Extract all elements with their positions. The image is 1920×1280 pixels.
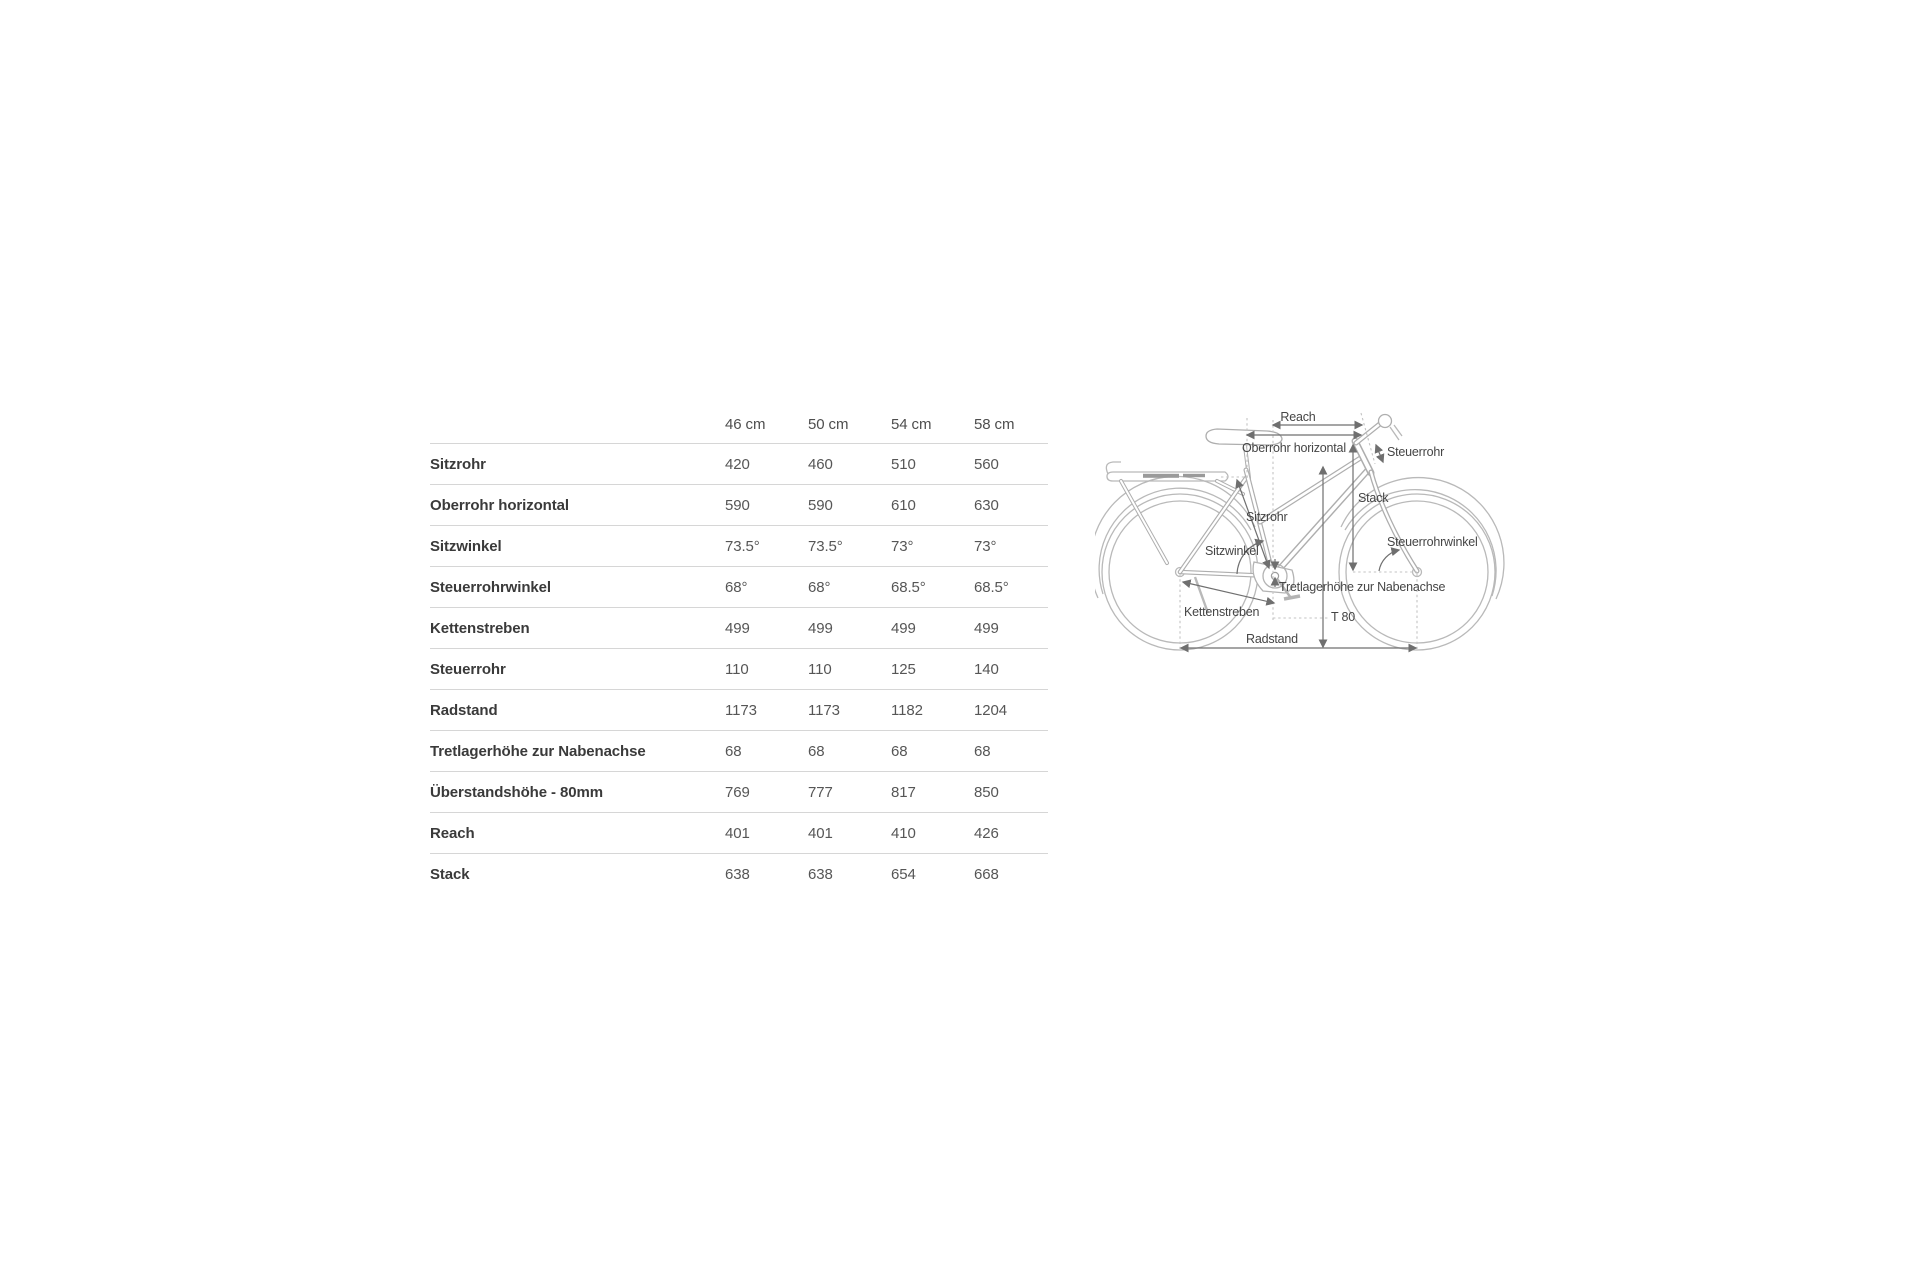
diagram-label-sitzrohr: Sitzrohr bbox=[1246, 510, 1288, 524]
cell-value: 110 bbox=[808, 660, 832, 678]
cell-value: 110 bbox=[725, 660, 749, 678]
row-label: Radstand bbox=[430, 701, 498, 719]
cell-value: 410 bbox=[891, 824, 916, 842]
steuerrohrwinkel-arc bbox=[1379, 550, 1399, 571]
row-label: Steuerrohr bbox=[430, 660, 506, 678]
table-row bbox=[430, 566, 1048, 607]
cell-value: 850 bbox=[974, 783, 999, 801]
cell-value: 68° bbox=[808, 578, 831, 596]
column-header-46: 46 cm bbox=[725, 415, 766, 433]
handlebar-icon bbox=[1379, 415, 1403, 441]
cell-value: 817 bbox=[891, 783, 916, 801]
row-label: Reach bbox=[430, 824, 475, 842]
cell-value: 499 bbox=[725, 619, 750, 637]
table-row bbox=[430, 443, 1048, 484]
diagram-label-radstand: Radstand bbox=[1246, 632, 1298, 646]
diagram-label-oberrohr: Oberrohr horizontal bbox=[1242, 441, 1346, 455]
cell-value: 73° bbox=[974, 537, 997, 555]
diagram-label-t80: T 80 bbox=[1331, 610, 1355, 624]
cell-value: 460 bbox=[808, 455, 833, 473]
cell-value: 1204 bbox=[974, 701, 1007, 719]
cell-value: 401 bbox=[808, 824, 833, 842]
cell-value: 420 bbox=[725, 455, 750, 473]
column-header-50: 50 cm bbox=[808, 415, 849, 433]
geometry-table-header bbox=[430, 405, 1048, 443]
cell-value: 68 bbox=[725, 742, 742, 760]
cell-value: 68 bbox=[891, 742, 908, 760]
cell-value: 401 bbox=[725, 824, 750, 842]
row-label: Sitzrohr bbox=[430, 455, 486, 473]
cell-value: 68 bbox=[808, 742, 825, 760]
diagram-label-reach: Reach bbox=[1280, 410, 1316, 424]
diagram-label-tretlager: Tretlagerhöhe zur Nabenachse bbox=[1279, 580, 1446, 594]
cell-value: 499 bbox=[974, 619, 999, 637]
table-row bbox=[430, 730, 1048, 771]
cell-value: 769 bbox=[725, 783, 750, 801]
table-row bbox=[430, 525, 1048, 566]
diagram-label-steuerrohr: Steuerrohr bbox=[1387, 445, 1445, 459]
diagram-label-stack: Stack bbox=[1358, 491, 1389, 505]
cell-value: 590 bbox=[808, 496, 833, 514]
cell-value: 73.5° bbox=[725, 537, 760, 555]
cell-value: 140 bbox=[974, 660, 999, 678]
cell-value: 68 bbox=[974, 742, 991, 760]
cell-value: 1173 bbox=[808, 701, 840, 719]
cell-value: 68.5° bbox=[891, 578, 926, 596]
geometry-table-body bbox=[430, 443, 1048, 894]
cell-value: 1182 bbox=[891, 701, 923, 719]
table-row bbox=[430, 484, 1048, 525]
cell-value: 499 bbox=[891, 619, 916, 637]
row-label: Überstandshöhe - 80mm bbox=[430, 783, 603, 801]
table-row bbox=[430, 771, 1048, 812]
cell-value: 73° bbox=[891, 537, 914, 555]
row-label: Kettenstreben bbox=[430, 619, 530, 637]
cell-value: 777 bbox=[808, 783, 833, 801]
geometry-table bbox=[430, 405, 1048, 894]
cell-value: 590 bbox=[725, 496, 750, 514]
cell-value: 499 bbox=[808, 619, 833, 637]
table-row bbox=[430, 607, 1048, 648]
cell-value: 73.5° bbox=[808, 537, 843, 555]
table-row bbox=[430, 853, 1048, 894]
column-header-58: 58 cm bbox=[974, 415, 1015, 433]
table-row bbox=[430, 812, 1048, 853]
cell-value: 68.5° bbox=[974, 578, 1009, 596]
cell-value: 638 bbox=[725, 865, 750, 883]
row-label: Steuerrohrwinkel bbox=[430, 578, 551, 596]
cell-value: 610 bbox=[891, 496, 916, 514]
cell-value: 654 bbox=[891, 865, 916, 883]
row-label: Sitzwinkel bbox=[430, 537, 502, 555]
steuerrohr-arrow bbox=[1376, 445, 1383, 462]
column-header-54: 54 cm bbox=[891, 415, 932, 433]
cell-value: 1173 bbox=[725, 701, 757, 719]
cell-value: 630 bbox=[974, 496, 999, 514]
row-label: Stack bbox=[430, 865, 470, 883]
row-label: Tretlagerhöhe zur Nabenachse bbox=[430, 742, 646, 760]
cell-value: 426 bbox=[974, 824, 999, 842]
diagram-label-kettenstreben: Kettenstreben bbox=[1184, 605, 1260, 619]
cell-value: 510 bbox=[891, 455, 916, 473]
cell-value: 638 bbox=[808, 865, 833, 883]
cell-value: 560 bbox=[974, 455, 999, 473]
diagram-label-steuerrohrwinkel: Steuerrohrwinkel bbox=[1387, 535, 1478, 549]
bike-geometry-diagram bbox=[1095, 400, 1535, 680]
diagram-label-sitzwinkel: Sitzwinkel bbox=[1205, 544, 1259, 558]
cell-value: 125 bbox=[891, 660, 916, 678]
table-row bbox=[430, 689, 1048, 730]
cell-value: 668 bbox=[974, 865, 999, 883]
row-label: Oberrohr horizontal bbox=[430, 496, 569, 514]
table-row bbox=[430, 648, 1048, 689]
cell-value: 68° bbox=[725, 578, 748, 596]
